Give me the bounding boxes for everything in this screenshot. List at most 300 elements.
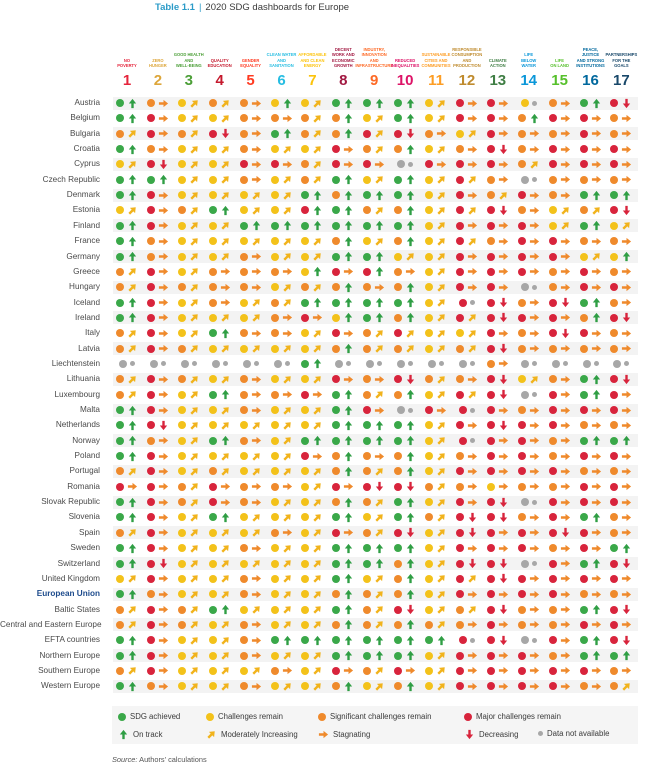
trend-arrow-icon <box>405 497 416 508</box>
status-dot-icon <box>580 498 588 506</box>
status-dot-icon <box>116 483 124 491</box>
dashboard-cell <box>267 111 297 125</box>
trend-arrow-icon <box>189 98 200 109</box>
trend-arrow-icon <box>560 681 571 692</box>
status-dot-icon <box>610 283 618 291</box>
dashboard-cell <box>483 203 513 217</box>
trend-arrow-icon <box>529 543 540 554</box>
trend-arrow-icon <box>467 205 478 216</box>
country-label: Slovak Republic <box>41 497 100 507</box>
trend-arrow-icon <box>189 128 200 139</box>
trend-arrow-icon <box>621 113 632 124</box>
dashboard-cell <box>328 357 358 371</box>
trend-arrow-icon <box>529 236 540 247</box>
dashboard-cell <box>606 510 636 524</box>
trend-arrow-icon <box>312 389 323 400</box>
status-dot-icon <box>147 483 155 491</box>
status-dot-icon <box>397 406 405 414</box>
status-dot-icon <box>549 636 557 644</box>
status-dot-icon <box>549 529 557 537</box>
status-dot-icon <box>456 421 464 429</box>
status-dot-icon <box>363 237 371 245</box>
status-dot-icon <box>301 114 309 122</box>
dashboard-cell <box>390 388 420 402</box>
trend-arrow-icon <box>158 312 169 323</box>
dashboard-cell <box>421 510 451 524</box>
dashboard-cell <box>390 280 420 294</box>
trend-arrow-icon <box>591 451 602 462</box>
status-dot-icon <box>240 498 248 506</box>
status-dot-icon <box>363 452 371 460</box>
status-dot-icon <box>456 483 464 491</box>
country-label: Malta <box>79 405 100 414</box>
trend-arrow-icon <box>467 543 478 554</box>
trend-arrow-icon <box>621 220 632 231</box>
status-dot-icon <box>394 590 402 598</box>
dashboard-cell <box>452 587 482 601</box>
dashboard-cell <box>576 649 606 663</box>
trend-arrow-icon <box>467 251 478 262</box>
dashboard-cell <box>328 96 358 110</box>
dashboard-cell <box>267 510 297 524</box>
status-dot-icon <box>549 237 557 245</box>
red-dot-icon <box>464 713 472 721</box>
status-dot-icon <box>610 191 618 199</box>
status-dot-icon <box>178 498 186 506</box>
status-dot-icon <box>456 467 464 475</box>
trend-arrow-icon <box>467 144 478 155</box>
status-dot-icon <box>518 421 526 429</box>
status-dot-icon <box>178 176 186 184</box>
dashboard-cell <box>174 679 204 693</box>
no-data-dot-icon <box>192 361 197 366</box>
status-dot-icon <box>610 452 618 460</box>
dashboard-cell <box>514 434 544 448</box>
status-dot-icon <box>394 145 402 153</box>
dashboard-cell <box>421 664 451 678</box>
trend-arrow-icon <box>127 420 138 431</box>
status-dot-icon <box>363 206 371 214</box>
dashboard-cell <box>606 296 636 310</box>
status-dot-icon <box>394 283 402 291</box>
status-dot-icon <box>301 513 309 521</box>
goal-5-header-label: GENDER EQUALITY <box>240 57 261 68</box>
status-dot-icon <box>301 375 309 383</box>
status-dot-icon <box>363 375 371 383</box>
trend-arrow-icon <box>621 98 632 109</box>
status-dot-icon <box>487 191 495 199</box>
status-dot-icon <box>147 299 155 307</box>
dashboard-cell <box>267 127 297 141</box>
trend-arrow-icon <box>467 497 478 508</box>
status-dot-icon <box>271 560 279 568</box>
dashboard-cell <box>421 679 451 693</box>
dashboard-cell <box>112 664 142 678</box>
trend-arrow-icon <box>343 481 354 492</box>
trend-arrow-icon <box>374 251 385 262</box>
dashboard-cell <box>205 342 235 356</box>
country-label: Southern Europe <box>38 665 100 675</box>
status-dot-icon <box>363 682 371 690</box>
status-dot-icon <box>271 206 279 214</box>
status-dot-icon <box>549 206 557 214</box>
status-dot-icon <box>487 160 495 168</box>
dashboard-cell <box>143 649 173 663</box>
dashboard-cell <box>328 649 358 663</box>
status-dot-icon <box>332 222 340 230</box>
dashboard-cell <box>174 572 204 586</box>
dashboard-cell <box>359 234 389 248</box>
dashboard-cell <box>267 96 297 110</box>
trend-arrow-icon <box>560 589 571 600</box>
trend-arrow-icon <box>405 205 416 216</box>
trend-arrow-icon <box>560 98 571 109</box>
trend-arrow-icon <box>374 481 385 492</box>
status-dot-icon <box>116 606 124 614</box>
trend-arrow-icon <box>529 251 540 262</box>
status-dot-icon <box>518 590 526 598</box>
dashboard-cell <box>359 219 389 233</box>
dashboard-cell <box>545 265 575 279</box>
trend-arrow-icon <box>251 650 262 661</box>
dashboard-cell <box>174 357 204 371</box>
trend-arrow-icon <box>343 497 354 508</box>
status-dot-icon <box>209 191 217 199</box>
trend-arrow-icon <box>467 619 478 630</box>
status-dot-icon <box>394 529 402 537</box>
dashboard-cell <box>452 111 482 125</box>
status-dot-icon <box>209 160 217 168</box>
trend-arrow-icon <box>282 266 293 277</box>
trend-arrow-icon <box>158 343 169 354</box>
country-label: Luxembourg <box>54 389 100 399</box>
dashboard-cell <box>328 280 358 294</box>
country-label: EFTA countries <box>44 635 100 645</box>
dashboard-cell <box>606 342 636 356</box>
trend-arrow-icon <box>251 144 262 155</box>
trend-arrow-icon <box>374 266 385 277</box>
status-dot-icon <box>521 360 529 368</box>
dashboard-cell <box>390 357 420 371</box>
dashboard-cell <box>359 664 389 678</box>
trend-arrow-icon <box>189 174 200 185</box>
status-dot-icon <box>271 421 279 429</box>
country-label: Poland <box>74 451 100 461</box>
dashboard-cell <box>328 342 358 356</box>
trend-arrow-icon <box>405 266 416 277</box>
trend-arrow-icon <box>343 512 354 523</box>
trend-arrow-icon <box>158 681 169 692</box>
status-dot-icon <box>209 682 217 690</box>
dashboard-cell <box>514 541 544 555</box>
status-dot-icon <box>332 406 340 414</box>
dashboard-cell <box>297 618 327 632</box>
status-dot-icon <box>243 360 251 368</box>
country-label: Latvia <box>78 343 100 353</box>
trend-arrow-icon <box>158 374 169 385</box>
no-data-dot-icon <box>563 361 568 366</box>
dashboard-cell <box>452 403 482 417</box>
dashboard-cell <box>452 510 482 524</box>
status-dot-icon <box>518 237 526 245</box>
trend-arrow-icon <box>405 128 416 139</box>
status-dot-icon <box>487 329 495 337</box>
dashboard-cell <box>205 265 235 279</box>
trend-arrow-icon <box>374 635 385 646</box>
dashboard-cell <box>390 111 420 125</box>
dashboard-cell <box>143 541 173 555</box>
status-dot-icon <box>366 360 374 368</box>
dashboard-cell <box>390 234 420 248</box>
trend-arrow-icon <box>560 328 571 339</box>
trend-arrow-icon <box>158 558 169 569</box>
status-dot-icon <box>116 421 124 429</box>
status-dot-icon <box>580 682 588 690</box>
dashboard-cell <box>328 449 358 463</box>
dashboard-cell <box>483 265 513 279</box>
dashboard-cell <box>174 557 204 571</box>
trend-arrow-icon <box>374 98 385 109</box>
dashboard-cell <box>545 96 575 110</box>
dashboard-cell <box>328 111 358 125</box>
trend-arrow-icon <box>189 481 200 492</box>
status-dot-icon <box>240 544 248 552</box>
trend-arrow-icon <box>343 128 354 139</box>
status-dot-icon <box>240 145 248 153</box>
status-dot-icon <box>332 529 340 537</box>
orange-dot-icon <box>318 713 326 721</box>
status-dot-icon <box>613 360 621 368</box>
dashboard-cell <box>359 510 389 524</box>
dashboard-cell <box>545 649 575 663</box>
status-dot-icon <box>271 345 279 353</box>
trend-arrow-icon <box>189 328 200 339</box>
dashboard-cell <box>606 664 636 678</box>
dashboard-cell <box>514 280 544 294</box>
trend-arrow-icon <box>189 543 200 554</box>
dashboard-cell <box>576 203 606 217</box>
no-data-dot-icon <box>532 638 537 643</box>
status-dot-icon <box>301 652 309 660</box>
dashboard-cell <box>606 480 636 494</box>
dashboard-cell <box>545 326 575 340</box>
trend-arrow-icon <box>591 389 602 400</box>
trend-arrow-icon <box>591 220 602 231</box>
dashboard-cell <box>390 342 420 356</box>
trend-arrow-icon <box>189 665 200 676</box>
status-dot-icon <box>116 299 124 307</box>
dashboard-cell <box>359 296 389 310</box>
trend-arrow-icon <box>189 389 200 400</box>
status-dot-icon <box>610 99 618 107</box>
dashboard-cell <box>514 203 544 217</box>
status-dot-icon <box>178 529 186 537</box>
status-dot-icon <box>147 421 155 429</box>
dashboard-cell <box>545 296 575 310</box>
dashboard-cell <box>174 633 204 647</box>
status-dot-icon <box>363 606 371 614</box>
dashboard-cell <box>143 188 173 202</box>
status-dot-icon <box>549 391 557 399</box>
dashboard-cell <box>421 572 451 586</box>
trend-arrow-icon <box>498 220 509 231</box>
trend-arrow-icon <box>158 297 169 308</box>
dashboard-cell <box>236 480 266 494</box>
trend-arrow-icon <box>560 665 571 676</box>
trend-arrow-icon <box>374 174 385 185</box>
dashboard-cell <box>452 203 482 217</box>
dashboard-cell <box>267 188 297 202</box>
title-separator: | <box>198 2 202 13</box>
no-data-dot-icon <box>532 285 537 290</box>
trend-arrow-icon <box>374 665 385 676</box>
trend-arrow-icon <box>312 312 323 323</box>
dashboard-cell <box>236 510 266 524</box>
status-dot-icon <box>116 191 124 199</box>
dashboard-cell <box>452 541 482 555</box>
trend-arrow-icon <box>498 343 509 354</box>
trend-arrow-icon <box>529 481 540 492</box>
dashboard-cell <box>483 526 513 540</box>
status-dot-icon <box>518 314 526 322</box>
status-dot-icon <box>271 667 279 675</box>
dashboard-cell <box>205 388 235 402</box>
dashboard-cell <box>236 342 266 356</box>
dashboard-cell <box>545 173 575 187</box>
trend-arrow-icon <box>312 251 323 262</box>
trend-arrow-icon <box>374 543 385 554</box>
trend-arrow-icon <box>189 297 200 308</box>
dashboard-cell <box>576 541 606 555</box>
status-dot-icon <box>549 498 557 506</box>
status-dot-icon <box>521 176 529 184</box>
trend-arrow-icon <box>158 113 169 124</box>
trend-arrow-icon <box>529 374 540 385</box>
dashboard-cell <box>421 587 451 601</box>
dashboard-cell <box>328 311 358 325</box>
dashboard-cell <box>205 403 235 417</box>
dashboard-cell <box>390 127 420 141</box>
trend-arrow-icon <box>158 604 169 615</box>
dashboard-cell <box>267 280 297 294</box>
status-dot-icon <box>240 682 248 690</box>
trend-arrow-icon <box>312 358 323 369</box>
dashboard-cell <box>421 526 451 540</box>
dashboard-cell <box>174 603 204 617</box>
trend-arrow-icon <box>560 374 571 385</box>
dashboard-cell <box>328 142 358 156</box>
trend-arrow-icon <box>343 282 354 293</box>
trend-arrow-icon <box>467 312 478 323</box>
dashboard-cell <box>174 541 204 555</box>
status-dot-icon <box>518 206 526 214</box>
status-dot-icon <box>456 391 464 399</box>
dashboard-cell <box>143 250 173 264</box>
status-dot-icon <box>610 345 618 353</box>
no-data-dot-icon <box>594 361 599 366</box>
trend-arrow-icon <box>591 558 602 569</box>
dashboard-cell <box>328 587 358 601</box>
trend-arrow-icon <box>591 435 602 446</box>
dashboard-cell <box>452 557 482 571</box>
trend-arrow-icon <box>591 650 602 661</box>
dashboard-cell <box>576 96 606 110</box>
dashboard-cell <box>452 234 482 248</box>
dashboard-cell <box>545 434 575 448</box>
dashboard-cell <box>545 372 575 386</box>
dashboard-cell <box>545 603 575 617</box>
dashboard-cell <box>143 96 173 110</box>
country-label: Liechtenstein <box>51 358 100 368</box>
status-dot-icon <box>301 391 309 399</box>
dashboard-cell <box>205 219 235 233</box>
trend-arrow-icon <box>312 113 323 124</box>
dashboard-cell <box>297 480 327 494</box>
status-dot-icon <box>518 222 526 230</box>
status-dot-icon <box>456 452 464 460</box>
trend-arrow-icon <box>251 343 262 354</box>
status-dot-icon <box>147 130 155 138</box>
legend-label: Significant challenges remain <box>330 712 432 721</box>
goal-12-number: 12 <box>458 72 476 89</box>
status-dot-icon <box>271 283 279 291</box>
trend-arrow-icon <box>189 312 200 323</box>
trend-arrow-icon <box>498 297 509 308</box>
status-dot-icon <box>363 160 371 168</box>
trend-arrow-icon <box>529 466 540 477</box>
dashboard-cell <box>236 449 266 463</box>
dashboard-cell <box>483 372 513 386</box>
dashboard-cell <box>606 372 636 386</box>
dashboard-cell <box>483 679 513 693</box>
dashboard-cell <box>236 96 266 110</box>
trend-arrow-icon <box>467 220 478 231</box>
dashboard-cell <box>514 188 544 202</box>
dashboard-cell <box>236 188 266 202</box>
status-dot-icon <box>425 621 433 629</box>
status-dot-icon <box>487 529 495 537</box>
dashboard-cell <box>143 679 173 693</box>
dashboard-cell <box>483 157 513 171</box>
status-dot-icon <box>301 606 309 614</box>
dashboard-cell <box>359 633 389 647</box>
dashboard-cell <box>359 449 389 463</box>
country-label: Northern Europe <box>39 650 100 660</box>
status-dot-icon <box>580 437 588 445</box>
trend-arrow-icon <box>282 159 293 170</box>
dashboard-cell <box>174 510 204 524</box>
dashboard-cell <box>483 234 513 248</box>
trend-arrow-icon <box>436 527 447 538</box>
trend-arrow-icon <box>374 650 385 661</box>
status-dot-icon <box>178 114 186 122</box>
dashboard-cell <box>143 357 173 371</box>
trend-arrow-icon <box>498 389 509 400</box>
trend-arrow-icon <box>436 113 447 124</box>
trend-arrow-icon <box>127 220 138 231</box>
status-dot-icon <box>487 667 495 675</box>
dashboard-cell <box>267 557 297 571</box>
trend-arrow-icon <box>560 266 571 277</box>
status-dot-icon <box>521 283 529 291</box>
dashboard-cell <box>236 173 266 187</box>
dashboard-cell <box>174 372 204 386</box>
status-dot-icon <box>240 253 248 261</box>
status-dot-icon <box>425 206 433 214</box>
status-dot-icon <box>487 345 495 353</box>
trend-arrow-icon <box>467 420 478 431</box>
dashboard-cell <box>576 664 606 678</box>
